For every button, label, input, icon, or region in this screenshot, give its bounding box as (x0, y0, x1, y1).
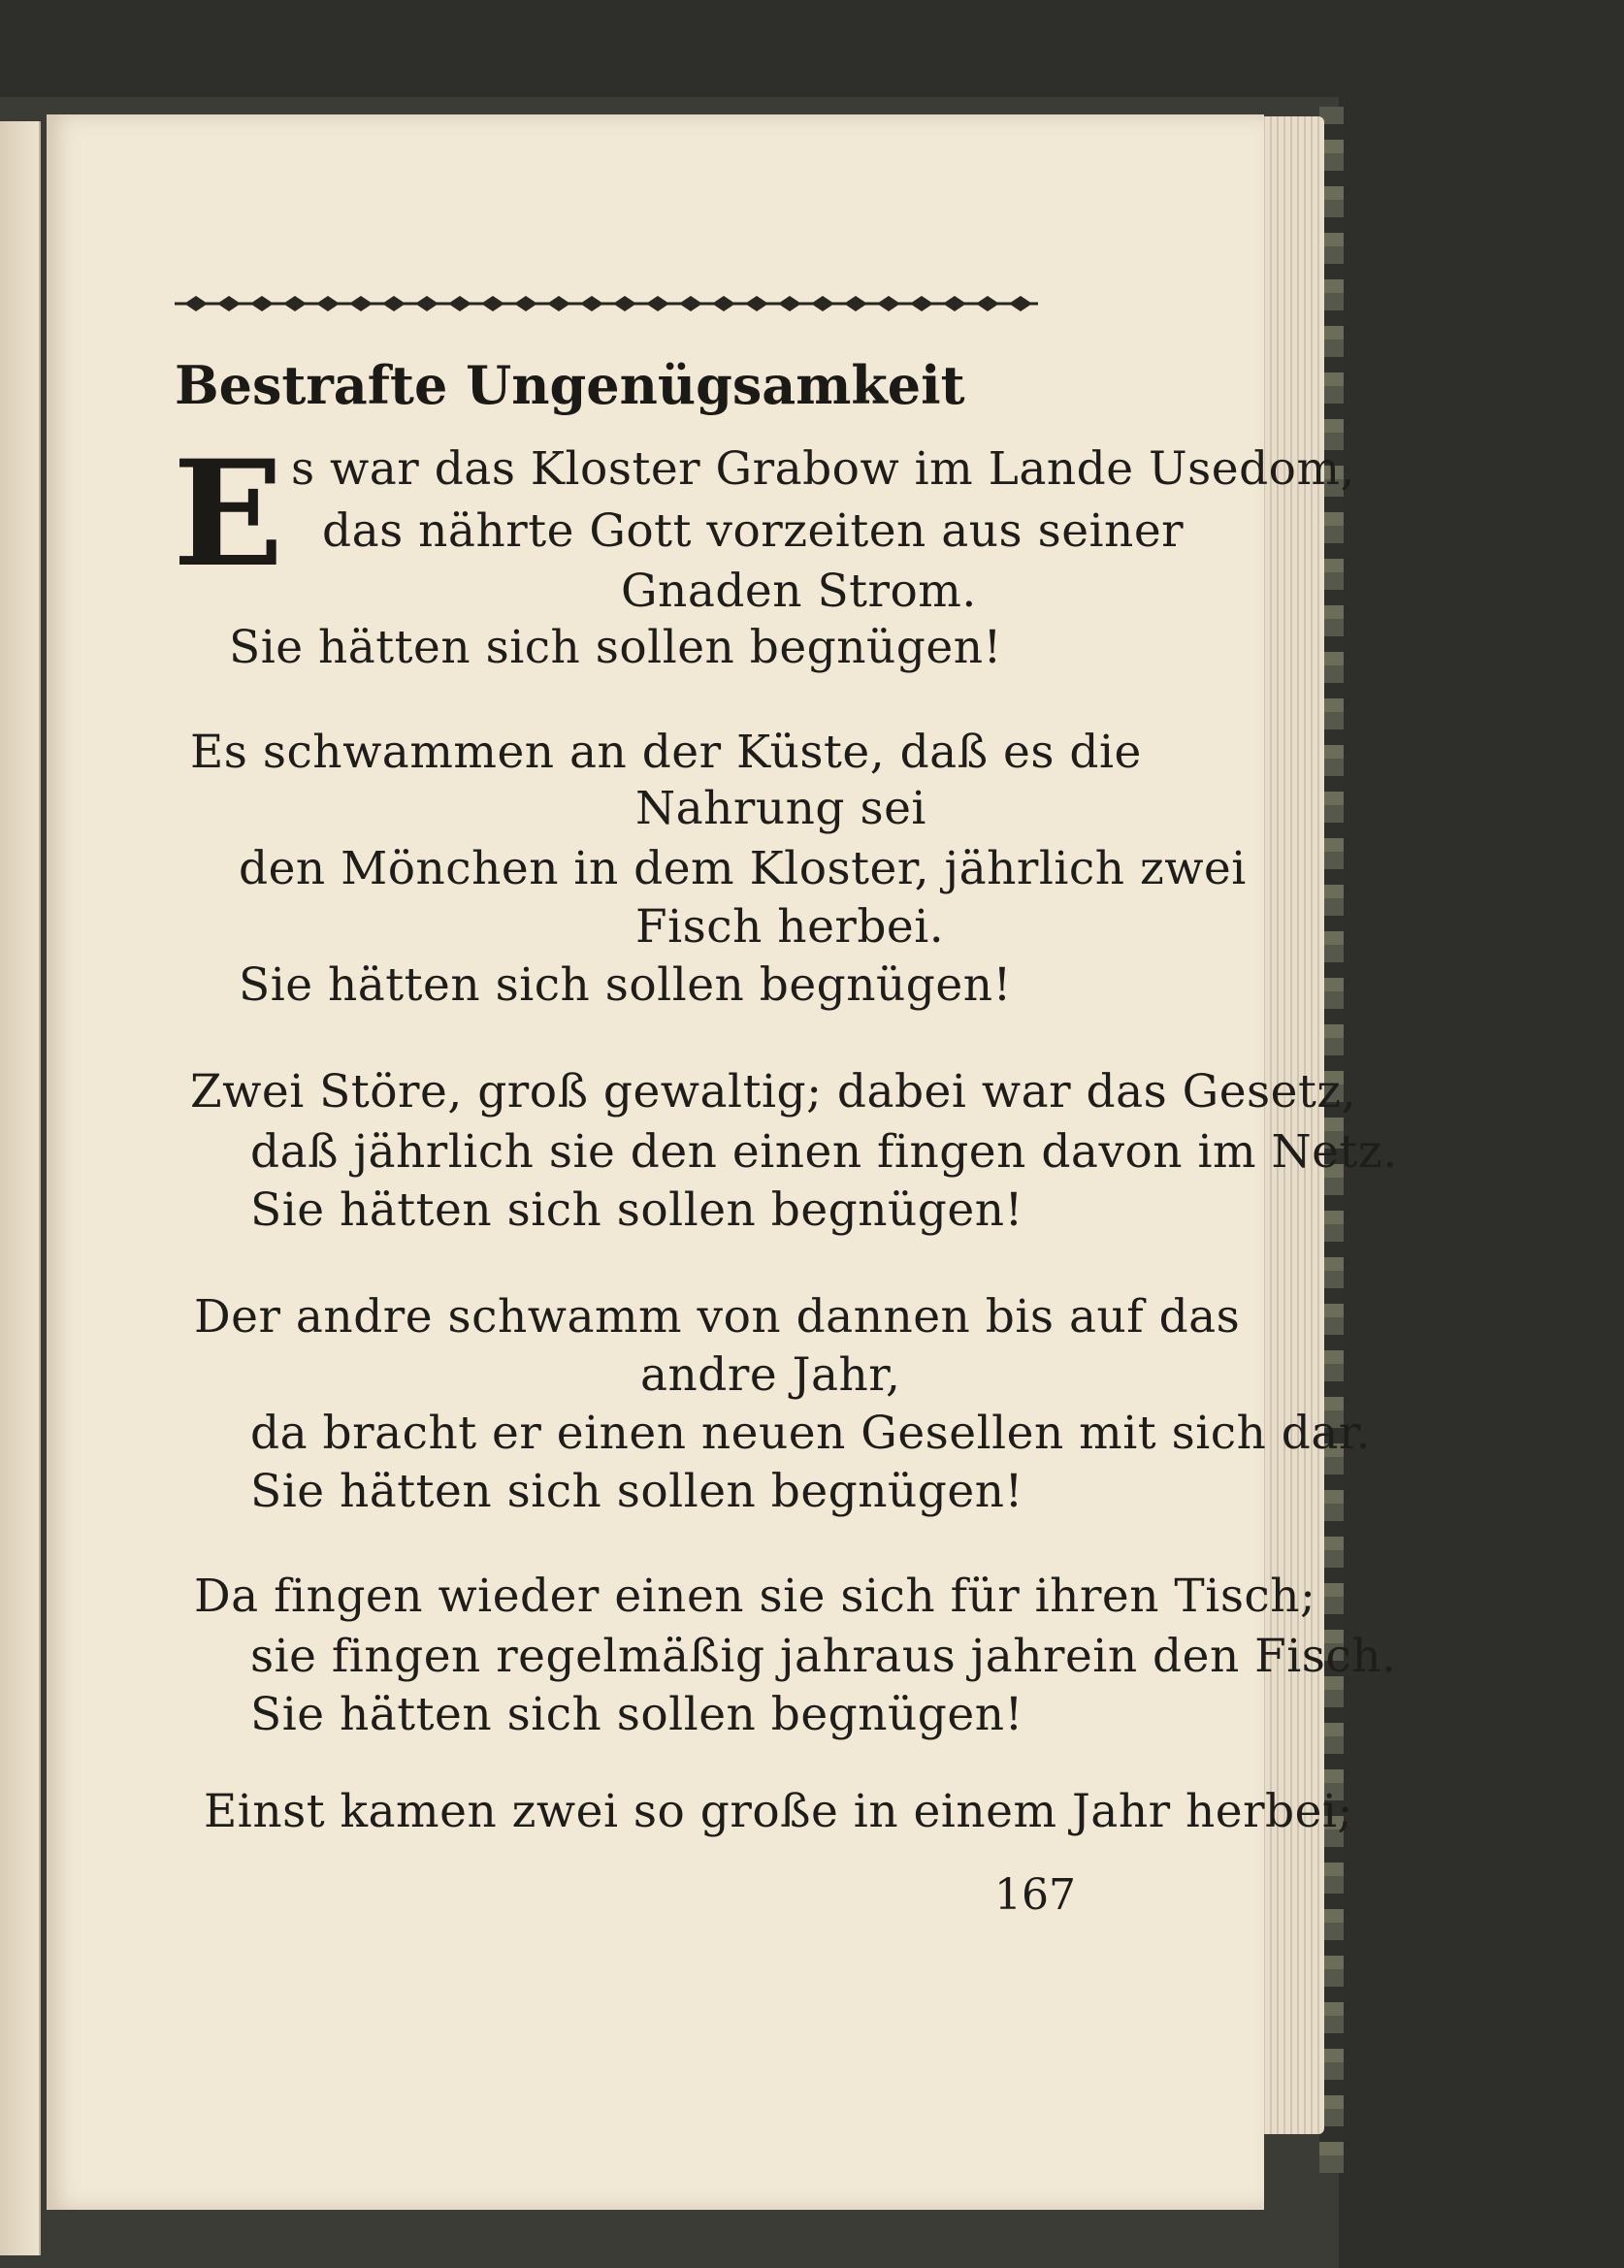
poem-line: Da fingen wieder einen sie sich für ihren Tisch; (194, 1570, 1316, 1623)
poem-line: andre Jahr, (640, 1348, 901, 1402)
poem-line: Fisch herbei. (635, 900, 945, 954)
poem-line: Zwei Störe, groß gewaltig; dabei war das Gesetz, (190, 1065, 1357, 1118)
poem-refrain: Sie hätten sich sollen begnügen! (239, 958, 1012, 1012)
poem-line: daß jährlich sie den einen fingen davon im Netz. (250, 1125, 1398, 1179)
poem-line: Nahrung sei (635, 782, 926, 835)
poem-refrain: Sie hätten sich sollen begnügen! (250, 1465, 1023, 1518)
poem-line: Es schwammen an der Küste, daß es die (190, 726, 1142, 779)
poem-line: Der andre schwamm von dannen bis auf das (194, 1290, 1241, 1344)
poem-line: das nährte Gott vorzeiten aus seiner (322, 504, 1185, 558)
poem-line: da bracht er einen neuen Gesellen mit sich dar. (250, 1407, 1372, 1460)
drop-cap: E (173, 429, 284, 599)
ornament-rule (175, 291, 1038, 316)
poem-line: den Mönchen in dem Kloster, jährlich zwei (239, 842, 1247, 895)
left-page-edge (0, 121, 41, 2255)
poem-refrain: Sie hätten sich sollen begnügen! (229, 621, 1002, 674)
poem-refrain: Sie hätten sich sollen begnügen! (250, 1688, 1023, 1741)
poem-line: s war das Kloster Grabow im Lande Usedom, (291, 442, 1355, 496)
poem-line: sie fingen regelmäßig jahraus jahrein den Fisch. (250, 1630, 1397, 1683)
poem-line: Einst kamen zwei so große in einem Jahr herbei; (204, 1785, 1353, 1838)
poem-title: Bestrafte Ungenügsamkeit (175, 354, 965, 416)
poem-refrain: Sie hätten sich sollen begnügen! (250, 1183, 1023, 1237)
page-number: 167 (994, 1870, 1076, 1920)
poem-line: Gnaden Strom. (621, 565, 977, 618)
